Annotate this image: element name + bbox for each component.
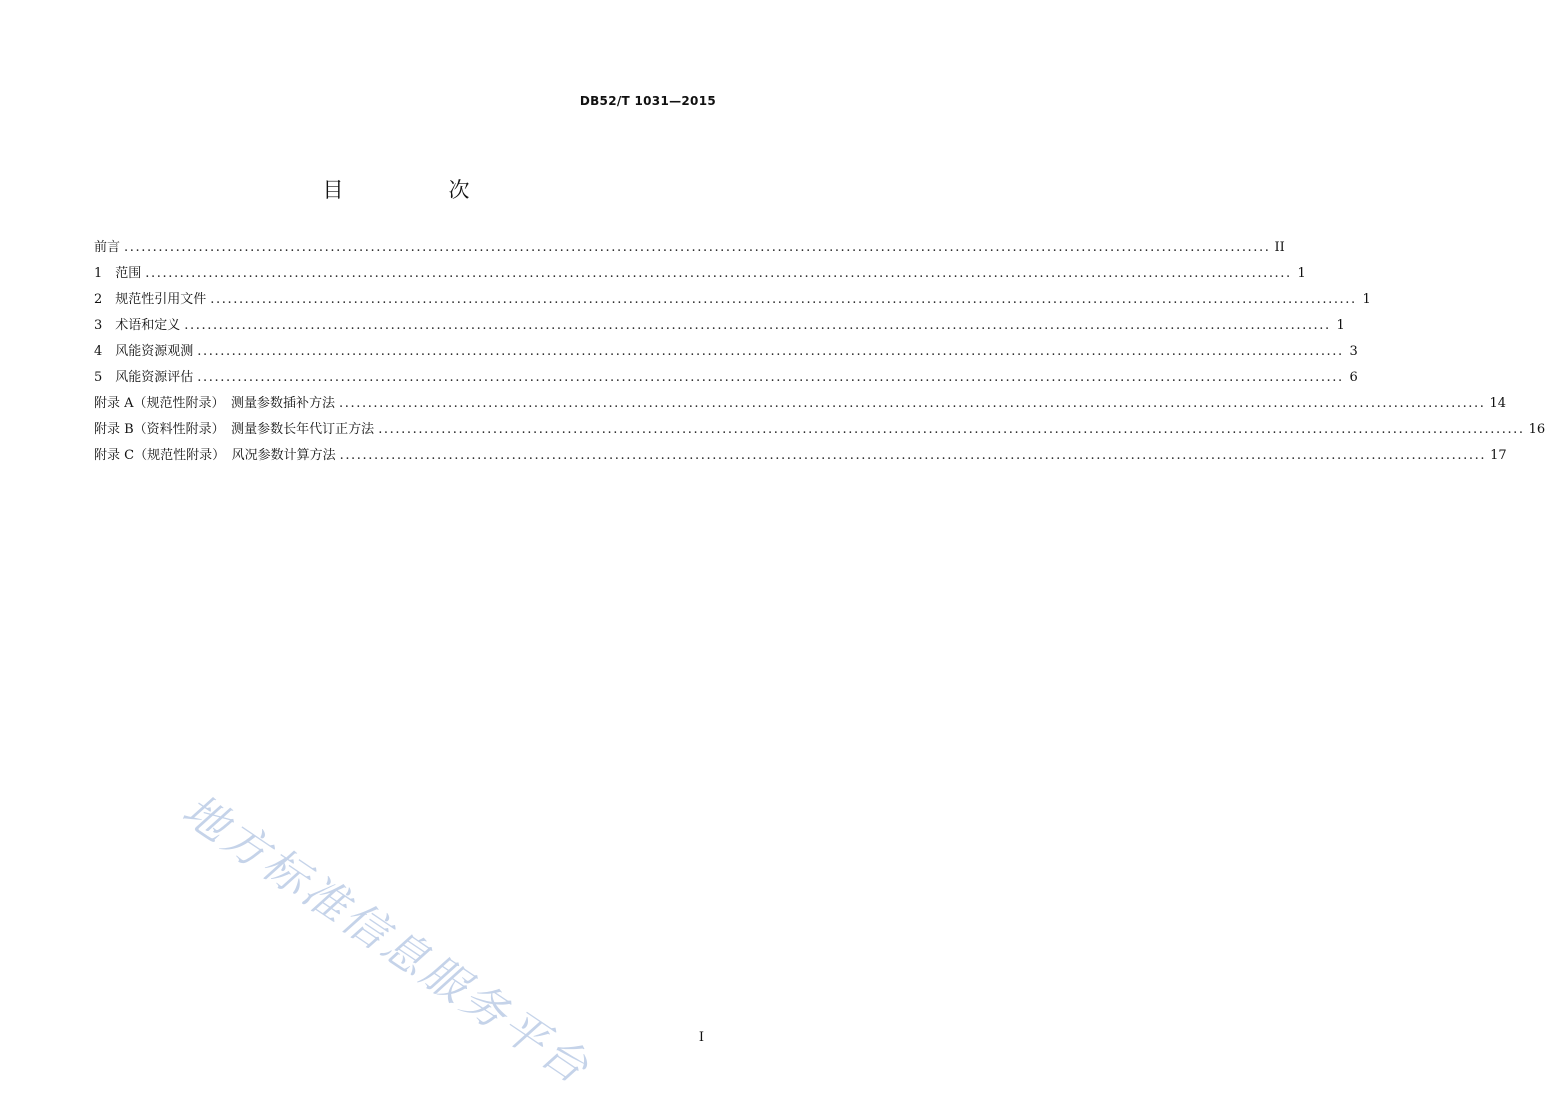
toc-entry-page: 14 <box>1489 396 1507 411</box>
toc-entry-appendix-a[interactable] <box>94 392 1507 418</box>
toc-entry-page: 17 <box>1490 448 1507 463</box>
toc-title: 目 次 <box>322 178 512 202</box>
toc-entry-scope[interactable] <box>94 262 1306 288</box>
document-code: DB52/T 1031—2015 <box>579 94 716 108</box>
toc-leader-dots: ........................................................................................................................................................................................................ <box>197 370 1344 385</box>
toc-leader-dots: ........................................................................................................................................................................................................ <box>124 240 1271 255</box>
toc-entry-page: 6 <box>1349 370 1358 385</box>
toc-leader-dots: ........................................................................................................................................................................................................ <box>145 266 1292 281</box>
toc-entry-appendix-b[interactable] <box>94 418 1545 444</box>
toc-entry-page: 1 <box>1297 266 1306 281</box>
toc-entry-text: 5 风能资源评估 <box>94 370 194 385</box>
toc-leader-dots: ........................................................................................................................................................................................................ <box>339 396 1486 411</box>
toc-entry-text: 附录 B（资料性附录） 测量参数长年代订正方法 <box>94 422 375 437</box>
toc-entry-terms-definitions[interactable] <box>94 314 1345 340</box>
toc-entry-text: 前言 <box>94 240 121 255</box>
toc-entry-appendix-c[interactable] <box>94 444 1507 470</box>
toc-leader-dots: ........................................................................................................................................................................................................ <box>339 448 1487 463</box>
toc-entry-wind-assessment[interactable] <box>94 366 1358 392</box>
toc-leader-dots: ........................................................................................................................................................................................................ <box>184 318 1331 333</box>
toc-entry-text: 3 术语和定义 <box>94 318 181 333</box>
toc-entry-page: 1 <box>1336 318 1345 333</box>
table-of-contents <box>94 236 1545 470</box>
toc-entry-foreword[interactable] <box>94 236 1285 262</box>
toc-entry-text: 2 规范性引用文件 <box>94 292 207 307</box>
toc-entry-text: 1 范围 <box>94 266 142 281</box>
toc-entry-page: 3 <box>1349 344 1358 359</box>
toc-entry-page: II <box>1274 240 1285 255</box>
toc-entry-text: 附录 C（规范性附录） 风况参数计算方法 <box>94 448 336 463</box>
toc-entry-normative-references[interactable] <box>94 288 1371 314</box>
page-number: I <box>698 1030 704 1045</box>
toc-entry-wind-observation[interactable] <box>94 340 1358 366</box>
toc-entry-page: 16 <box>1528 422 1545 437</box>
watermark: 地方标准信息服务平台 <box>173 784 600 1096</box>
toc-entry-page: 1 <box>1362 292 1371 307</box>
toc-leader-dots: ........................................................................................................................................................................................................ <box>197 344 1344 359</box>
toc-leader-dots: ........................................................................................................................................................................................................ <box>378 422 1525 437</box>
toc-entry-text: 附录 A（规范性附录） 测量参数插补方法 <box>94 396 336 411</box>
toc-leader-dots: ........................................................................................................................................................................................................ <box>210 292 1357 307</box>
toc-entry-text: 4 风能资源观测 <box>94 344 194 359</box>
